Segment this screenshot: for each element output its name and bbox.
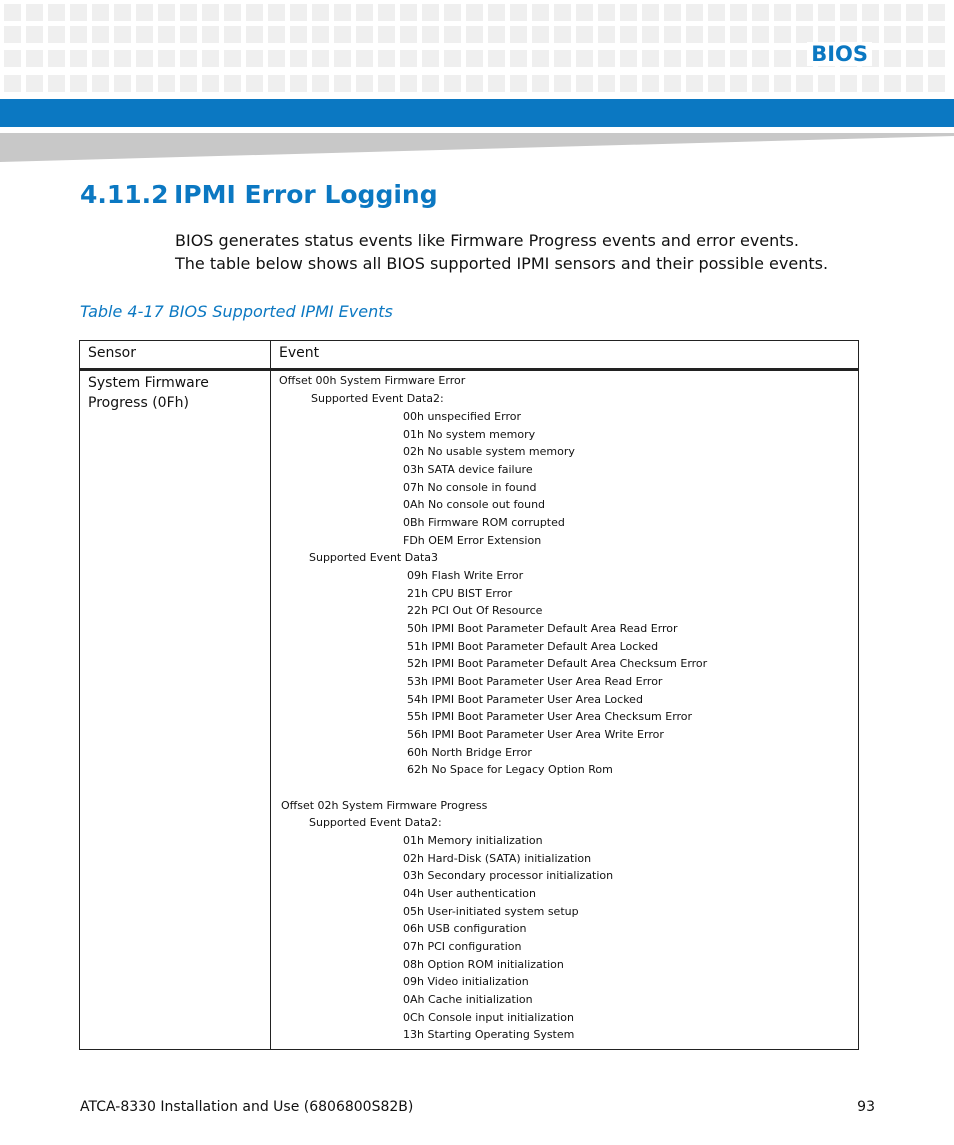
pattern-cell [774,4,791,21]
sensor-line: System Firmware [88,375,209,391]
pattern-cell [312,50,329,67]
pattern-cell [708,26,725,43]
pattern-cell [488,26,505,43]
pattern-cell [224,75,241,92]
event-line: 55h IPMI Boot Parameter User Area Checksum Error [407,710,693,723]
pattern-cell [620,4,637,21]
pattern-cell [576,50,593,67]
pattern-cell [752,26,769,43]
header-wedge [0,130,954,162]
pattern-cell [466,50,483,67]
pattern-cell [202,50,219,67]
pattern-cell [532,75,549,92]
section-number: 4.11.2 [80,180,169,209]
pattern-cell [532,50,549,67]
event-line: 21h CPU BIST Error [407,587,513,600]
event-line: FDh OEM Error Extension [403,534,542,547]
pattern-cell [4,4,21,21]
event-line: Offset 02h System Firmware Progress [281,799,488,812]
pattern-cell [202,75,219,92]
pattern-cell [114,50,131,67]
pattern-cell [246,50,263,67]
pattern-cell [26,75,43,92]
event-line: 60h North Bridge Error [407,746,532,759]
events-table [79,340,859,1050]
pattern-cell [686,50,703,67]
pattern-cell [928,50,945,67]
pattern-cell [312,26,329,43]
pattern-cell [180,75,197,92]
pattern-cell [642,26,659,43]
pattern-cell [4,75,21,92]
pattern-cell [180,26,197,43]
pattern-cell [158,4,175,21]
event-line: 54h IPMI Boot Parameter User Area Locked [407,693,643,706]
pattern-row [4,4,945,21]
pattern-cell [708,4,725,21]
pattern-cell [642,50,659,67]
event-line: 09h Video initialization [403,975,529,988]
footer-doc-title: ATCA-8330 Installation and Use (6806800S82B) [80,1099,414,1115]
pattern-cell [554,26,571,43]
pattern-cell [862,26,879,43]
pattern-cell [796,26,813,43]
pattern-cell [708,50,725,67]
pattern-cell [840,4,857,21]
pattern-cell [114,4,131,21]
pattern-cell [620,75,637,92]
pattern-cell [686,75,703,92]
pattern-cell [730,50,747,67]
pattern-cell [664,50,681,67]
pattern-cell [884,26,901,43]
pattern-cell [774,50,791,67]
event-line: 06h USB configuration [403,922,527,935]
pattern-cell [26,50,43,67]
pattern-cell [202,26,219,43]
pattern-cell [642,4,659,21]
pattern-cell [554,50,571,67]
event-line: 22h PCI Out Of Resource [407,604,543,617]
pattern-cell [92,26,109,43]
pattern-cell [598,26,615,43]
pattern-cell [510,50,527,67]
pattern-cell [422,50,439,67]
event-line: 0Ch Console input initialization [403,1011,574,1024]
pattern-cell [290,26,307,43]
event-line: 03h Secondary processor initialization [403,869,614,882]
pattern-cell [928,4,945,21]
event-line: 08h Option ROM initialization [403,958,564,971]
pattern-cell [400,26,417,43]
pattern-cell [598,50,615,67]
pattern-cell [70,75,87,92]
event-line: Supported Event Data2: [309,816,442,829]
pattern-cell [114,26,131,43]
event-line: 01h Memory initialization [403,834,543,847]
event-line: Supported Event Data3 [309,551,439,564]
pattern-cell [884,50,901,67]
pattern-cell [70,50,87,67]
pattern-cell [708,75,725,92]
page-number: 93 [857,1099,875,1115]
pattern-cell [158,26,175,43]
pattern-cell [664,75,681,92]
pattern-cell [356,75,373,92]
pattern-cell [4,26,21,43]
pattern-cell [4,50,21,67]
pattern-cell [378,75,395,92]
pattern-cell [136,4,153,21]
pattern-cell [532,4,549,21]
pattern-cell [862,75,879,92]
pattern-cell [488,75,505,92]
pattern-cell [664,26,681,43]
pattern-cell [818,75,835,92]
pattern-cell [224,50,241,67]
pattern-cell [620,26,637,43]
pattern-cell [400,50,417,67]
pattern-cell [334,26,351,43]
pattern-cell [136,50,153,67]
pattern-cell [268,50,285,67]
pattern-cell [906,75,923,92]
event-line: 0Ah Cache initialization [403,993,533,1006]
pattern-cell [730,75,747,92]
pattern-cell [180,50,197,67]
intro-line: BIOS generates status events like Firmware Progress events and error events. [175,231,799,250]
pattern-cell [774,75,791,92]
pattern-cell [422,75,439,92]
pattern-cell [752,50,769,67]
pattern-cell [510,4,527,21]
pattern-cell [862,4,879,21]
pattern-cell [378,50,395,67]
pattern-cell [246,75,263,92]
pattern-row [4,26,945,43]
pattern-cell [312,75,329,92]
event-line: 03h SATA device failure [403,463,533,476]
pattern-cell [906,26,923,43]
pattern-cell [48,26,65,43]
event-line: 00h unspecified Error [403,410,521,423]
sensor-cell [88,373,264,413]
pattern-cell [620,50,637,67]
pattern-cell [26,26,43,43]
pattern-cell [576,26,593,43]
event-line: 0Ah No console out found [403,498,546,511]
pattern-cell [70,26,87,43]
pattern-cell [444,4,461,21]
pattern-cell [796,75,813,92]
pattern-cell [48,75,65,92]
pattern-cell [686,26,703,43]
event-line: 02h No usable system memory [403,445,575,458]
pattern-cell [554,75,571,92]
pattern-cell [92,50,109,67]
pattern-cell [686,4,703,21]
pattern-cell [290,75,307,92]
pattern-cell [796,4,813,21]
pattern-cell [642,75,659,92]
pattern-cell [136,75,153,92]
pattern-cell [840,75,857,92]
pattern-cell [246,4,263,21]
pattern-cell [444,50,461,67]
pattern-cell [730,4,747,21]
pattern-cell [444,75,461,92]
pattern-cell [114,75,131,92]
section-title: IPMI Error Logging [174,180,438,209]
event-line: 05h User-initiated system setup [403,905,579,918]
pattern-cell [70,4,87,21]
pattern-cell [730,26,747,43]
table-caption: Table 4-17 BIOS Supported IPMI Events [80,302,393,321]
pattern-cell [818,4,835,21]
pattern-cell [906,50,923,67]
pattern-cell [488,50,505,67]
pattern-cell [400,4,417,21]
event-line: 62h No Space for Legacy Option Rom [407,763,613,776]
pattern-cell [334,4,351,21]
column-header-event: Event [279,345,320,361]
pattern-cell [598,75,615,92]
pattern-cell [774,26,791,43]
pattern-cell [334,50,351,67]
header-rule [80,368,858,371]
event-line: 52h IPMI Boot Parameter Default Area Checksum Error [407,657,708,670]
pattern-cell [576,75,593,92]
pattern-cell [158,75,175,92]
event-line: 53h IPMI Boot Parameter User Area Read Error [407,675,663,688]
pattern-cell [752,75,769,92]
pattern-cell [422,4,439,21]
pattern-cell [378,4,395,21]
pattern-cell [48,50,65,67]
pattern-cell [906,4,923,21]
pattern-cell [312,4,329,21]
pattern-cell [268,75,285,92]
event-line: 13h Starting Operating System [403,1028,575,1041]
pattern-cell [224,4,241,21]
pattern-cell [202,4,219,21]
event-line: 09h Flash Write Error [407,569,524,582]
pattern-cell [246,26,263,43]
column-header-sensor: Sensor [88,345,136,361]
pattern-cell [378,26,395,43]
pattern-cell [664,4,681,21]
event-line: 50h IPMI Boot Parameter Default Area Read Error [407,622,678,635]
pattern-cell [510,75,527,92]
section-heading [80,180,438,209]
pattern-cell [356,50,373,67]
pattern-cell [488,4,505,21]
pattern-cell [158,50,175,67]
header-bar [0,99,954,127]
event-line: 56h IPMI Boot Parameter User Area Write Error [407,728,664,741]
pattern-cell [422,26,439,43]
event-line: 02h Hard-Disk (SATA) initialization [403,852,592,865]
pattern-cell [532,26,549,43]
event-line: 01h No system memory [403,428,536,441]
event-line: Offset 00h System Firmware Error [279,374,466,387]
pattern-cell [466,26,483,43]
pattern-cell [466,75,483,92]
pattern-cell [840,26,857,43]
pattern-cell [576,4,593,21]
pattern-cell [928,75,945,92]
pattern-cell [48,4,65,21]
chapter-label: BIOS [807,42,872,66]
pattern-cell [136,26,153,43]
pattern-cell [268,26,285,43]
pattern-cell [180,4,197,21]
pattern-cell [224,26,241,43]
intro-paragraph [175,229,828,275]
pattern-cell [444,26,461,43]
pattern-cell [92,4,109,21]
pattern-cell [400,75,417,92]
event-line: 07h PCI configuration [403,940,522,953]
pattern-cell [598,4,615,21]
intro-line: The table below shows all BIOS supported IPMI sensors and their possible events. [175,254,829,273]
pattern-cell [818,26,835,43]
pattern-cell [290,50,307,67]
event-line: 0Bh Firmware ROM corrupted [403,516,565,529]
pattern-cell [290,4,307,21]
pattern-cell [92,75,109,92]
column-divider [270,341,271,1049]
pattern-cell [26,4,43,21]
pattern-row [4,50,945,67]
event-line: 07h No console in found [403,481,537,494]
pattern-cell [554,4,571,21]
pattern-cell [268,4,285,21]
pattern-cell [510,26,527,43]
pattern-cell [334,75,351,92]
sensor-line: Progress (0Fh) [88,395,189,411]
pattern-cell [752,4,769,21]
pattern-row [4,75,945,92]
pattern-cell [884,4,901,21]
pattern-cell [356,4,373,21]
event-line: Supported Event Data2: [311,392,444,405]
event-line: 04h User authentication [403,887,536,900]
pattern-cell [928,26,945,43]
pattern-cell [356,26,373,43]
pattern-cell [466,4,483,21]
pattern-cell [884,75,901,92]
event-line: 51h IPMI Boot Parameter Default Area Locked [407,640,659,653]
